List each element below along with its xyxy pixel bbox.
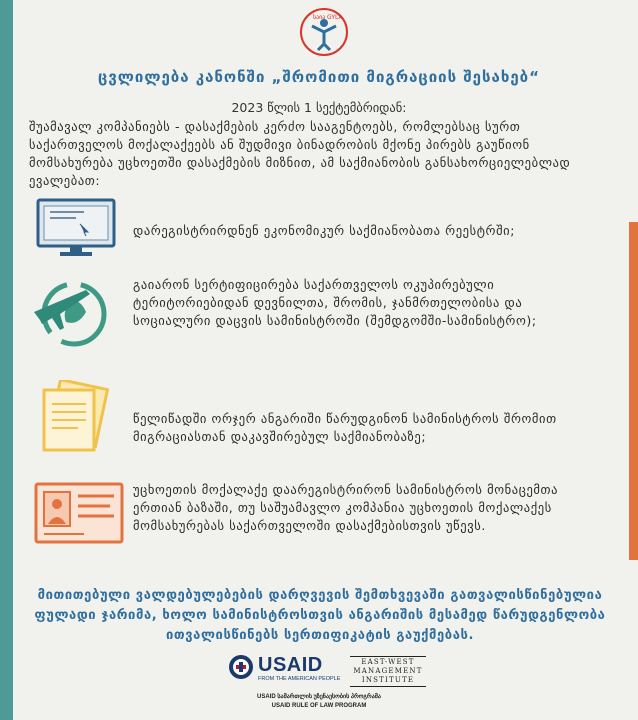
requirement-1-text: დარეგისტრირდნენ ეკონომიკურ საქმიანობათა რეესტრში; bbox=[133, 223, 516, 238]
effective-date: 2023 წლის 1 სექტემბრიდან: bbox=[231, 100, 407, 115]
right-accent-bar bbox=[629, 222, 638, 560]
svg-text:GYLA: GYLA bbox=[327, 14, 343, 21]
intro-paragraph: შუამავალ კომპანიებს - დასაქმების კერძო სააგენტოებს, რომლებსაც სურთ საქართველოს მოქალაქეებს ან შუდმივი ბინადრობის მქონე პირებს გაუწიონ მომსახურება უცხოეთში დასაქმების მიზნით, ამ საქმიანობის განსახორციელებლად ევალებათ: bbox=[29, 119, 571, 188]
ewmi-line-2: MANAGEMENT bbox=[353, 667, 423, 675]
ewmi-logo bbox=[350, 656, 426, 687]
svg-text:საია: საია bbox=[313, 14, 326, 21]
ewmi-line-1: EAST-WEST bbox=[361, 658, 415, 666]
ewmi-line-3: INSTITUTE bbox=[361, 676, 415, 684]
program-credit-english: USAID RULE OF LAW PROGRAM bbox=[271, 703, 367, 709]
documents-icon bbox=[34, 380, 114, 454]
id-card-icon bbox=[34, 482, 124, 546]
program-credit-georgian: USAID სამართლის უზენაესობის პროგრამა bbox=[257, 694, 381, 700]
usaid-tagline: FROM THE AMERICAN PEOPLE bbox=[258, 676, 341, 682]
usaid-logo-text: USAID bbox=[258, 654, 323, 676]
airplane-globe-icon bbox=[30, 272, 110, 352]
requirement-4-text: უცხოეთის მოქალაქე დაარეგისტრირონ სამინისტროს მონაცემთა ერთიან ბაზაში, თუ საშუამავლო კომპანია უცხოეთის მოქალაქეს მომსახურებას საქართველოში დასაქმებისთვის უწევს. bbox=[133, 482, 559, 533]
requirement-2-text: გაიარონ სერტიფიცირება საქართველოს ოკუპირებული ტერიტორიებიდან დევნილთა, შრომის, ჯანმრთელობისა და სოციალური დაცვის სამინისტროში (შემდგომში-სამინისტრო); bbox=[133, 277, 537, 328]
usaid-seal-icon bbox=[228, 654, 254, 680]
gyla-logo-icon bbox=[298, 6, 350, 58]
computer-screen-icon bbox=[36, 198, 116, 258]
penalty-note: მითითებული ვალდებულებების დარღვევის შემთხვევაში გათვალისწინებულია ფულადი ჯარიმა, ხოლო სამინისტროსთვის ანგარიშის მესამედ წარუდგენლობა ითვალისწინებს სერთიფიკატის გაუქმებას. bbox=[34, 588, 606, 643]
page-title: ცვლილება კანონში „შრომითი მიგრაციის შესახებ“ bbox=[98, 68, 540, 86]
requirement-3-text: წელიწადში ორჯერ ანგარიში წარუდგინონ სამინისტროს შრომით მიგრაციასთან დაკავშირებულ საქმიანობაზე; bbox=[133, 411, 557, 444]
